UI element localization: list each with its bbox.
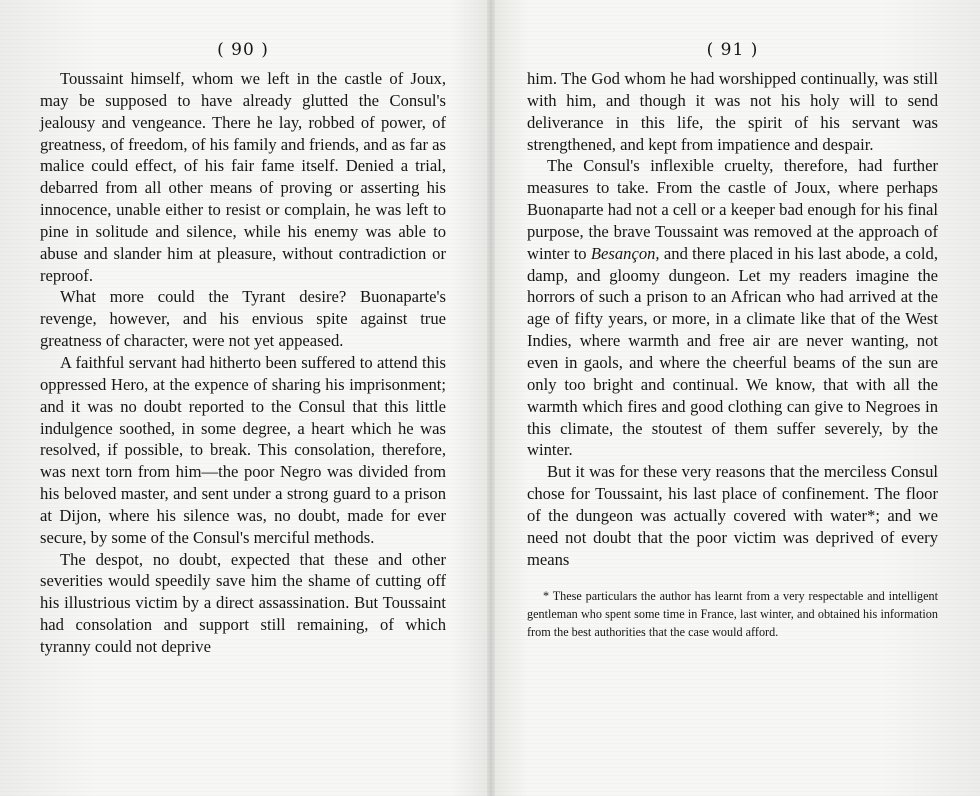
- page-number: ( 91 ): [706, 40, 759, 60]
- right-page-text: [527, 68, 938, 570]
- paragraph: But it was for these very reasons that the merciless Consul chose for Toussaint, his last place of confinement. The floor of the dungeon was actually covered with water*; and we need not doubt that the poor victim was deprived of every means: [527, 462, 938, 569]
- paragraph: What more could the Tyrant desire? Buonaparte's revenge, however, and his envious spite against true greatness of character, were not yet appeased.: [40, 287, 446, 351]
- page-number: ( 90 ): [217, 40, 269, 60]
- place-name: Besançon,: [590, 243, 660, 263]
- right-page: [527, 36, 938, 642]
- paragraph-text: The Consul's inflexible cruelty, therefore, had further measures to take. From the castle of Joux, where perhaps Buonaparte had not a cell or a keeper bad enough for his final purpose, the brave Toussaint was removed at the approach of winter to: [527, 156, 938, 263]
- left-page-text: [40, 68, 446, 658]
- book-gutter: [487, 0, 495, 796]
- footnote: * These particulars the author has learnt from a very respectable and intelligent gentleman who spent some time in France, last winter, and obtained his information from the best authorities that the case would afford.: [527, 589, 938, 639]
- paragraph: The despot, no doubt, expected that these and other severities would speedily save him the shame of cutting off his illustrious victim by a direct assassination. But Toussaint had consolation and support still remaining, of which tyranny could not deprive: [40, 549, 446, 656]
- paragraph-text: and there placed in his last abode, a cold, damp, and gloomy dungeon. Let my readers imagine the horrors of such a prison to an African who had arrived at the age of fifty years, or more, in a climate like that of the West Indies, where warmth and free air are never wanting, not even in gaols, and where the cheerful beams of the sun are only too bright and continual. We know, that with all the warmth which fires and good clothing can give to Negroes in this climate, the stoutest of them suffer severely, by the winter.: [527, 243, 938, 460]
- left-page: [40, 36, 446, 658]
- paragraph: Toussaint himself, whom we left in the castle of Joux, may be supposed to have already glutted the Consul's jealousy and vengeance. There he lay, robbed of power, of greatness, of freedom, of his family and friends, and as far as malice could effect, of his fair fame itself. Denied a trial, debarred from all other means of proving or asserting his innocence, unable either to resist or complain, he was left to pine in solitude and silence, while his enemy was able to abuse and slander him at pleasure, without contradiction or reproof.: [40, 69, 446, 285]
- paragraph: A faithful servant had hitherto been suffered to attend this oppressed Hero, at the expence of sharing his imprisonment; and it was no doubt reported to the Consul that this little indulgence soothed, in some degree, a heart which he was resolved, if possible, to break. This consolation, therefore, was next torn from him—the poor Negro was divided from his beloved master, and sent under a strong guard to a prison at Dijon, where his silence was, no doubt, made for ever secure, by some of the Consul's merciful methods.: [40, 352, 446, 547]
- paragraph: him. The God whom he had worshipped continually, was still with him, and though it was not his holy will to send deliverance in this life, the spirit of his servant was strengthened, and kept from impatience and despair.: [527, 69, 938, 154]
- paragraph: [527, 155, 938, 461]
